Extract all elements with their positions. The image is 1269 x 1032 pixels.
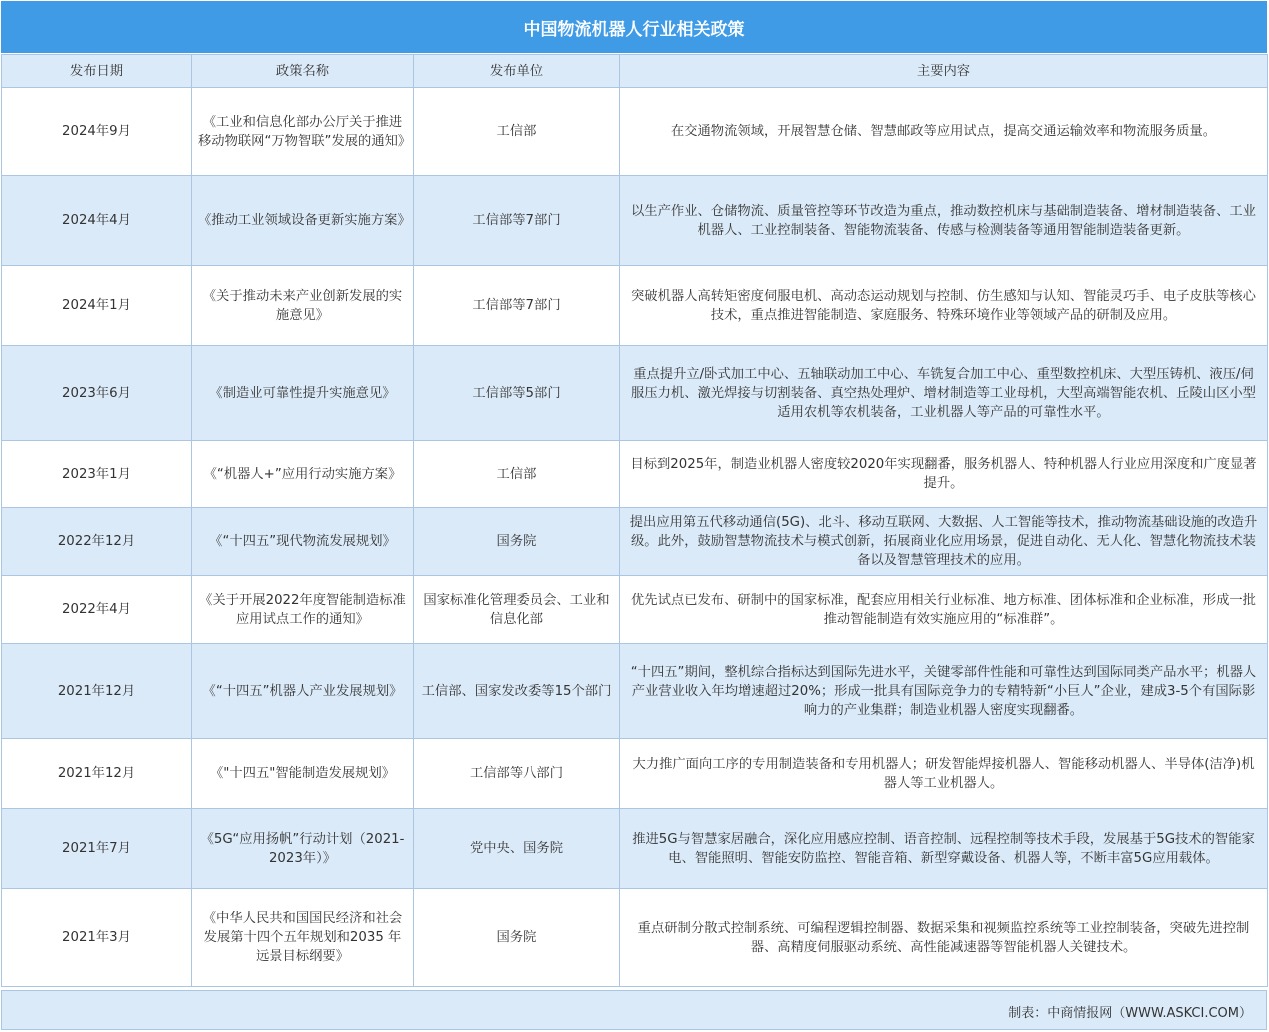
column-header-date: 发布日期 (2, 55, 192, 88)
table-row (2, 88, 1268, 176)
table-row (2, 266, 1268, 346)
content-cell: 优先试点已发布、研制中的国家标准，配套应用相关行业标准、地方标准、团体标准和企业标准，形成一批推动智能制造有效实施应用的“标准群”。 (620, 576, 1268, 644)
issuer-cell: 党中央、国务院 (414, 809, 620, 889)
source-note: 制表：中商情报网（WWW.ASKCI.COM） (1008, 1006, 1252, 1021)
header-row (2, 55, 1268, 88)
policy-name-cell: 《“十四五”机器人产业发展规划》 (192, 644, 414, 739)
table-row (2, 508, 1268, 576)
content-cell: 推进5G与智慧家居融合，深化应用感应控制、语音控制、远程控制等技术手段，发展基于5G技术的智能家电、智能照明、智能安防监控、智能音箱、新型穿戴设备、机器人等，不断丰富5G应用载体。 (620, 809, 1268, 889)
content-cell: “十四五”期间，整机综合指标达到国际先进水平，关键零部件性能和可靠性达到国际同类产品水平；机器人产业营业收入年均增速超过20%；形成一批具有国际竞争力的专精特新“小巨人”企业，建成3-5个有国际影响力的产业集群；制造业机器人密度实现翻番。 (620, 644, 1268, 739)
policy-table (1, 54, 1268, 987)
issuer-cell: 国务院 (414, 508, 620, 576)
issuer-cell: 工信部等7部门 (414, 176, 620, 266)
date-cell: 2023年6月 (2, 346, 192, 441)
table-row (2, 346, 1268, 441)
table-title: 中国物流机器人行业相关政策 (1, 1, 1267, 53)
policy-name-cell: 《"十四五"智能制造发展规划》 (192, 739, 414, 809)
table-row (2, 441, 1268, 508)
issuer-cell: 工信部 (414, 441, 620, 508)
table-row (2, 644, 1268, 739)
issuer-cell: 工信部等7部门 (414, 266, 620, 346)
issuer-cell: 工信部等八部门 (414, 739, 620, 809)
column-header-content: 主要内容 (620, 55, 1268, 88)
table-body (2, 88, 1268, 987)
policy-name-cell: 《关于推动未来产业创新发展的实施意见》 (192, 266, 414, 346)
date-cell: 2024年1月 (2, 266, 192, 346)
date-cell: 2024年4月 (2, 176, 192, 266)
date-cell: 2023年1月 (2, 441, 192, 508)
date-cell: 2021年12月 (2, 739, 192, 809)
column-header-name: 政策名称 (192, 55, 414, 88)
content-cell: 突破机器人高转矩密度伺服电机、高动态运动规划与控制、仿生感知与认知、智能灵巧手、电子皮肤等核心技术，重点推进智能制造、家庭服务、特殊环境作业等领域产品的研制及应用。 (620, 266, 1268, 346)
date-cell: 2021年12月 (2, 644, 192, 739)
date-cell: 2021年7月 (2, 809, 192, 889)
table-row (2, 739, 1268, 809)
column-header-unit: 发布单位 (414, 55, 620, 88)
table-footer (1, 990, 1267, 1030)
policy-name-cell: 《“机器人+”应用行动实施方案》 (192, 441, 414, 508)
date-cell: 2021年3月 (2, 889, 192, 987)
policy-name-cell: 《制造业可靠性提升实施意见》 (192, 346, 414, 441)
content-cell: 重点研制分散式控制系统、可编程逻辑控制器、数据采集和视频监控系统等工业控制装备，突破先进控制器、高精度伺服驱动系统、高性能减速器等智能机器人关键技术。 (620, 889, 1268, 987)
policy-name-cell: 《中华人民共和国国民经济和社会发展第十四个五年规划和2035 年远景目标纲要》 (192, 889, 414, 987)
policy-name-cell: 《5G“应用扬帆”行动计划（2021-2023年）》 (192, 809, 414, 889)
date-cell: 2024年9月 (2, 88, 192, 176)
table-row (2, 889, 1268, 987)
content-cell: 重点提升立/卧式加工中心、五轴联动加工中心、车铣复合加工中心、重型数控机床、大型压铸机、液压/伺服压力机、激光焊接与切割装备、真空热处理炉、增材制造等工业母机，大型高端智能农机、丘陵山区小型适用农机等农机装备，工业机器人等产品的可靠性水平。 (620, 346, 1268, 441)
policy-name-cell: 《工业和信息化部办公厅关于推进移动物联网“万物智联”发展的通知》 (192, 88, 414, 176)
issuer-cell: 国务院 (414, 889, 620, 987)
content-cell: 以生产作业、仓储物流、质量管控等环节改造为重点，推动数控机床与基础制造装备、增材制造装备、工业机器人、工业控制装备、智能物流装备、传感与检测装备等通用智能制造装备更新。 (620, 176, 1268, 266)
table-row (2, 809, 1268, 889)
date-cell: 2022年4月 (2, 576, 192, 644)
policy-name-cell: 《关于开展2022年度智能制造标准应用试点工作的通知》 (192, 576, 414, 644)
policy-name-cell: 《推动工业领域设备更新实施方案》 (192, 176, 414, 266)
issuer-cell: 工信部、国家发改委等15个部门 (414, 644, 620, 739)
table-row (2, 576, 1268, 644)
content-cell: 大力推广面向工序的专用制造装备和专用机器人；研发智能焊接机器人、智能移动机器人、半导体(洁净)机器人等工业机器人。 (620, 739, 1268, 809)
policy-name-cell: 《“十四五”现代物流发展规划》 (192, 508, 414, 576)
date-cell: 2022年12月 (2, 508, 192, 576)
issuer-cell: 国家标准化管理委员会、工业和信息化部 (414, 576, 620, 644)
content-cell: 目标到2025年，制造业机器人密度较2020年实现翻番，服务机器人、特种机器人行业应用深度和广度显著提升。 (620, 441, 1268, 508)
content-cell: 在交通物流领域，开展智慧仓储、智慧邮政等应用试点，提高交通运输效率和物流服务质量。 (620, 88, 1268, 176)
issuer-cell: 工信部 (414, 88, 620, 176)
content-cell: 提出应用第五代移动通信(5G)、北斗、移动互联网、大数据、人工智能等技术，推动物流基础设施的改造升级。此外，鼓励智慧物流技术与模式创新，拓展商业化应用场景，促进自动化、无人化、智慧化物流技术装备以及智慧管理技术的应用。 (620, 508, 1268, 576)
table-row (2, 176, 1268, 266)
issuer-cell: 工信部等5部门 (414, 346, 620, 441)
